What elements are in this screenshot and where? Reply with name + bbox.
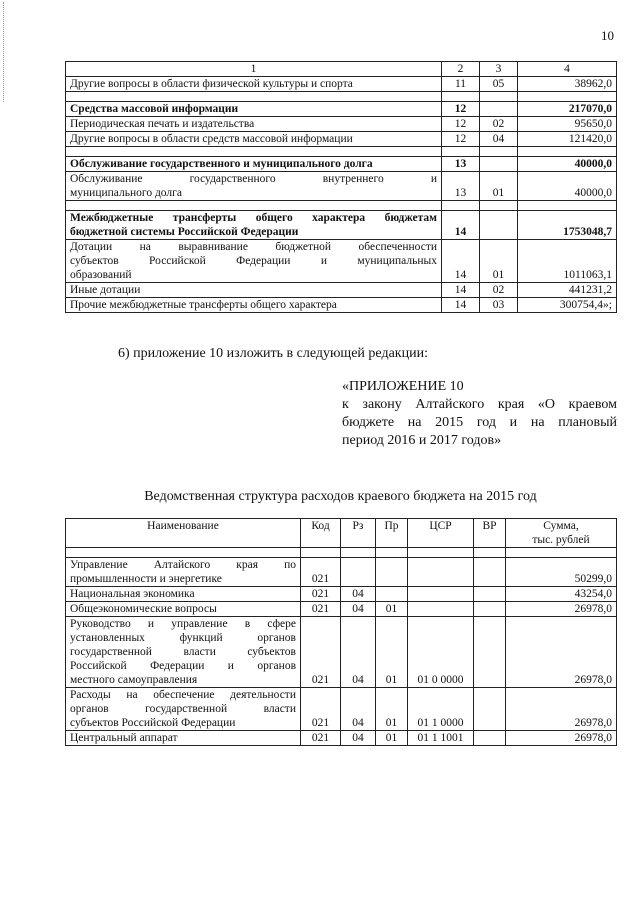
row-sum: 26978,0 xyxy=(506,602,617,617)
table-row xyxy=(66,102,617,117)
table-row xyxy=(66,157,617,172)
row-name-line: государственной власти субъектов xyxy=(70,646,296,658)
row-kod: 021 xyxy=(301,558,341,587)
row-name: Общеэкономические вопросы xyxy=(66,602,301,617)
amendment-paragraph: 6) приложение 10 изложить в следующей редакции: xyxy=(118,346,428,361)
header-kod: Код xyxy=(301,519,341,548)
row-pr: 01 xyxy=(376,617,408,688)
header-cell: 1 xyxy=(66,62,442,77)
row-pr: 03 xyxy=(480,298,518,313)
row-pr xyxy=(376,587,408,602)
departmental-structure-table xyxy=(65,518,617,746)
table-row xyxy=(66,617,617,688)
row-sum: 26978,0 xyxy=(506,731,617,746)
row-csr xyxy=(408,558,474,587)
page-number: 10 xyxy=(601,28,614,43)
row-rz: 04 xyxy=(341,587,376,602)
row-pr: 01 xyxy=(480,172,518,201)
row-rz: 12 xyxy=(442,132,480,147)
row-csr: 01 0 0000 xyxy=(408,617,474,688)
table-row xyxy=(66,602,617,617)
row-name: Иные дотации xyxy=(66,283,442,298)
row-name: Средства массовой информации xyxy=(66,102,442,117)
row-rz: 12 xyxy=(442,117,480,132)
row-sum: 40000,0 xyxy=(518,157,617,172)
table-row xyxy=(66,132,617,147)
row-name: Другие вопросы в области физической культуры и спорта xyxy=(66,77,442,92)
row-sum: 40000,0 xyxy=(518,172,617,201)
row-pr: 05 xyxy=(480,77,518,92)
row-rz: 04 xyxy=(341,688,376,731)
row-kod: 021 xyxy=(301,688,341,731)
row-rz: 14 xyxy=(442,298,480,313)
header-sum-line: Сумма, xyxy=(543,520,579,532)
row-vr xyxy=(474,587,506,602)
row-sum: 26978,0 xyxy=(506,688,617,731)
table-row xyxy=(66,298,617,313)
row-name-line: местного самоуправления xyxy=(70,674,198,686)
row-sum: 300754,4»; xyxy=(518,298,617,313)
appendix-line: бюджете на 2015 год и на плановый xyxy=(342,415,617,430)
row-vr xyxy=(474,688,506,731)
row-pr xyxy=(480,211,518,240)
row-name-line: установленных функций органов xyxy=(70,632,296,644)
table-title: Ведомственная структура расходов краевого бюджета на 2015 год xyxy=(144,489,537,504)
row-kod: 021 xyxy=(301,602,341,617)
row-vr xyxy=(474,731,506,746)
header-pr: Пр xyxy=(376,519,408,548)
row-pr xyxy=(376,558,408,587)
row-pr: 04 xyxy=(480,132,518,147)
row-rz: 13 xyxy=(442,172,480,201)
table-header-row xyxy=(66,519,617,548)
row-pr xyxy=(480,102,518,117)
table-row xyxy=(66,283,617,298)
table-row xyxy=(66,77,617,92)
header-cell: 3 xyxy=(480,62,518,77)
row-sum: 50299,0 xyxy=(506,558,617,587)
row-name-line: Дотации на выравнивание бюджетной обеспеченности xyxy=(70,241,437,253)
row-csr: 01 1 0000 xyxy=(408,688,474,731)
margin-dots xyxy=(3,2,6,102)
row-rz: 11 xyxy=(442,77,480,92)
row-rz: 12 xyxy=(442,102,480,117)
row-name-line: субъектов Российской Федерации и муниципальных xyxy=(70,255,437,267)
row-pr: 01 xyxy=(376,602,408,617)
row-vr xyxy=(474,602,506,617)
row-name-line: Руководство и управление в сфере xyxy=(70,618,296,630)
row-rz: 04 xyxy=(341,602,376,617)
row-name: Другие вопросы в области средств массовой информации xyxy=(66,132,442,147)
spacer-row xyxy=(66,92,617,102)
row-name: Периодическая печать и издательства xyxy=(66,117,442,132)
header-cell: 2 xyxy=(442,62,480,77)
row-name xyxy=(66,688,301,731)
row-rz: 04 xyxy=(341,617,376,688)
row-sum: 217070,0 xyxy=(518,102,617,117)
table-row xyxy=(66,558,617,587)
appendix-line: период 2016 и 2017 годов» xyxy=(342,433,502,448)
row-rz: 14 xyxy=(442,283,480,298)
appendix-line: «ПРИЛОЖЕНИЕ 10 xyxy=(342,379,464,394)
table-row xyxy=(66,117,617,132)
header-rz: Рз xyxy=(341,519,376,548)
table-row xyxy=(66,688,617,731)
appendix-line: к закону Алтайского края «О краевом xyxy=(342,397,617,412)
row-name-line: субъектов Российской Федерации xyxy=(70,717,236,729)
table-row xyxy=(66,731,617,746)
row-name-line: Управление Алтайского края по xyxy=(70,559,296,571)
row-name-line: промышленности и энергетике xyxy=(70,573,222,585)
row-name-line: органов государственной власти xyxy=(70,703,296,715)
table-header-row xyxy=(66,62,617,77)
row-name xyxy=(66,240,442,283)
row-vr xyxy=(474,558,506,587)
header-sum-line: тыс. рублей xyxy=(532,534,590,546)
row-name xyxy=(66,617,301,688)
row-name xyxy=(66,172,442,201)
spacer-row xyxy=(66,147,617,157)
row-vr xyxy=(474,617,506,688)
row-sum: 43254,0 xyxy=(506,587,617,602)
row-name-line: Расходы на обеспечение деятельности xyxy=(70,689,296,701)
row-sum: 441231,2 xyxy=(518,283,617,298)
row-name xyxy=(66,558,301,587)
row-sum: 1011063,1 xyxy=(518,240,617,283)
row-pr: 01 xyxy=(376,688,408,731)
row-rz: 13 xyxy=(442,157,480,172)
row-name-line: Российской Федерации и органов xyxy=(70,660,296,672)
header-vr: ВР xyxy=(474,519,506,548)
row-sum: 95650,0 xyxy=(518,117,617,132)
row-rz: 14 xyxy=(442,211,480,240)
row-csr: 01 1 1001 xyxy=(408,731,474,746)
row-sum: 1753048,7 xyxy=(518,211,617,240)
row-name-line: муниципального долга xyxy=(70,187,182,199)
row-name: Центральный аппарат xyxy=(66,731,301,746)
row-rz: 04 xyxy=(341,731,376,746)
row-pr: 02 xyxy=(480,283,518,298)
row-name xyxy=(66,211,442,240)
row-rz xyxy=(341,558,376,587)
row-rz: 14 xyxy=(442,240,480,283)
row-pr: 01 xyxy=(376,731,408,746)
row-kod: 021 xyxy=(301,731,341,746)
header-csr: ЦСР xyxy=(408,519,474,548)
row-name-line: Межбюджетные трансферты общего характера бюджетам xyxy=(70,212,437,224)
budget-table-continuation xyxy=(65,61,617,313)
row-name-line: Обслуживание государственного внутреннего и xyxy=(70,173,437,185)
row-pr: 02 xyxy=(480,117,518,132)
row-name: Прочие межбюджетные трансферты общего характера xyxy=(66,298,442,313)
row-name: Национальная экономика xyxy=(66,587,301,602)
row-pr xyxy=(480,157,518,172)
row-sum: 26978,0 xyxy=(506,617,617,688)
header-name: Наименование xyxy=(66,519,301,548)
row-name-line: бюджетной системы Российской Федерации xyxy=(70,226,299,238)
row-name: Обслуживание государственного и муниципального долга xyxy=(66,157,442,172)
header-cell: 4 xyxy=(518,62,617,77)
table-row xyxy=(66,211,617,240)
table-row xyxy=(66,240,617,283)
row-name-line: образований xyxy=(70,269,132,281)
table-row xyxy=(66,172,617,201)
row-csr xyxy=(408,587,474,602)
table-row xyxy=(66,587,617,602)
row-kod: 021 xyxy=(301,587,341,602)
appendix-heading xyxy=(342,378,617,450)
header-sum xyxy=(506,519,617,548)
spacer-row xyxy=(66,548,617,558)
spacer-row xyxy=(66,201,617,211)
row-csr xyxy=(408,602,474,617)
row-kod: 021 xyxy=(301,617,341,688)
row-pr: 01 xyxy=(480,240,518,283)
row-sum: 38962,0 xyxy=(518,77,617,92)
row-sum: 121420,0 xyxy=(518,132,617,147)
